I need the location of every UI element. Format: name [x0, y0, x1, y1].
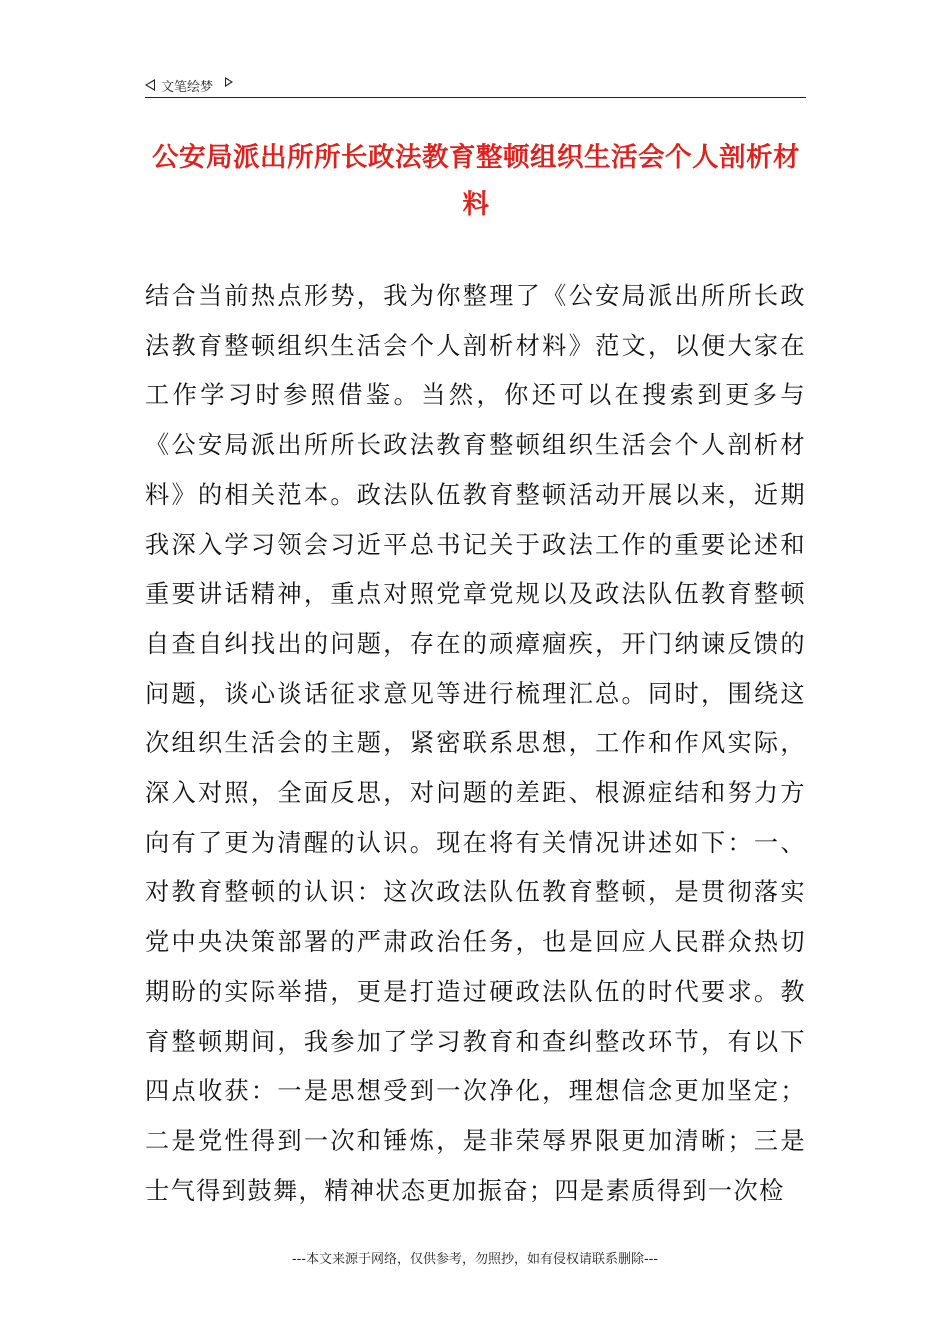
triangle-left-icon	[145, 79, 155, 91]
document-body: 结合当前热点形势，我为你整理了《公安局派出所所长政法教育整顿组织生活会个人剖析材料》范文，以便大家在工作学习时参照借鉴。当然，你还可以在搜索到更多与《公安局派出所所长政法教育整顿组织生活会个人剖析材料》的相关范本。政法队伍教育整顿活动开展以来，近期我深入学习领会习近平总书记关于政法工作的重要论述和重要讲话精神，重点对照党章党规以及政法队伍教育整顿自查自纠找出的问题，存在的顽瘴痼疾，开门纳谏反馈的问题，谈心谈话征求意见等进行梳理汇总。同时，围绕这次组织生活会的主题，紧密联系思想，工作和作风实际，深入对照，全面反思，对问题的差距、根源症结和努力方向有了更为清醒的认识。现在将有关情况讲述如下：一、对教育整顿的认识：这次政法队伍教育整顿，是贯彻落实党中央决策部署的严肃政治任务，也是回应人民群众热切期盼的实际举措，更是打造过硬政法队伍的时代要求。教育整顿期间，我参加了学习教育和查纠整改环节，有以下四点收获：一是思想受到一次净化，理想信念更加坚定；二是党性得到一次和锤炼，是非荣辱界限更加清晰；三是士气得到鼓舞，精神状态更加振奋；四是素质得到一次检	[145, 282, 806, 1205]
footer-notice: ---本文来源于网络，仅供参考，勿照抄，如有侵权请联系删除---	[291, 1252, 659, 1267]
document-title: 公安局派出所所长政法教育整顿组织生活会个人剖析材料	[152, 142, 800, 220]
triangle-right-icon	[225, 77, 233, 87]
page-header	[145, 73, 806, 97]
header-divider	[145, 97, 806, 98]
header-brand: 文笔绘梦	[161, 79, 214, 95]
